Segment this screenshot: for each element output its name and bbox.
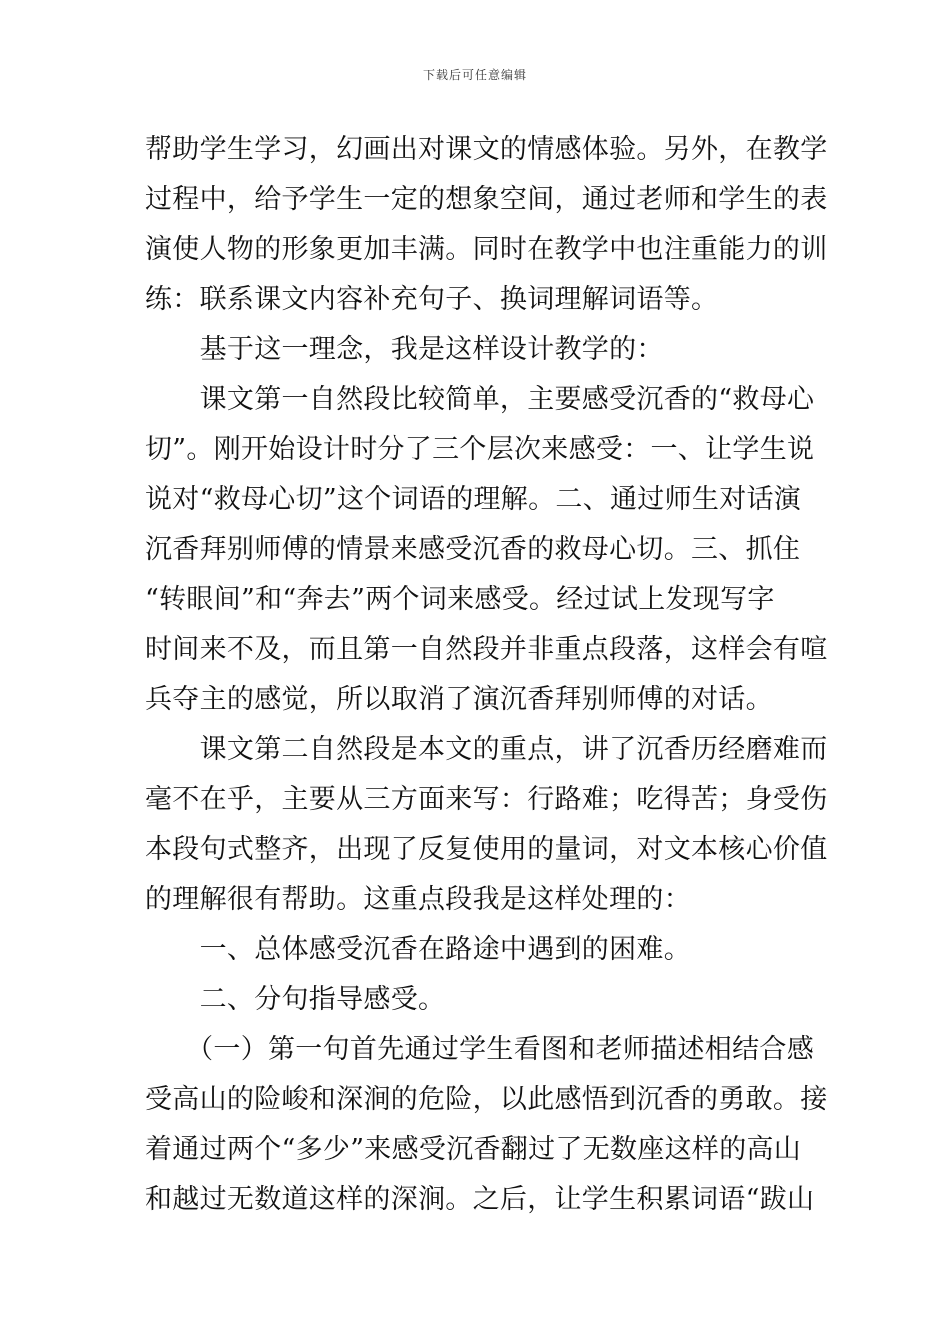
- text-line: 沉香拜别师傅的情景来感受沉香的救母心切。三、抓住: [145, 534, 801, 565]
- text-line: 帮助学生学习，幻画出对课文的情感体验。另外，在教学: [145, 134, 828, 165]
- text-line: 着通过两个“多少”来感受沉香翻过了无数座这样的高山: [145, 1134, 802, 1165]
- page-header-note: 下载后可任意编辑: [422, 68, 527, 82]
- text-line: （一）第一句首先通过学生看图和老师描述相结合感: [145, 1034, 814, 1065]
- text-line: 毫不在乎，主要从三方面来写：行路难；吃得苦；身受伤: [145, 784, 828, 815]
- text-line: 课文第二自然段是本文的重点，讲了沉香历经磨难而: [145, 734, 828, 765]
- text-line: “转眼间”和“奔去”两个词来感受。经过试上发现写字: [145, 584, 775, 615]
- text-line: 本段句式整齐，出现了反复使用的量词，对文本核心价值: [145, 834, 828, 865]
- text-line: 基于这一理念，我是这样设计教学的：: [145, 334, 664, 365]
- text-line: 课文第一自然段比较简单，主要感受沉香的“救母心: [145, 384, 815, 415]
- text-line: 和越过无数道这样的深涧。之后，让学生积累词语“跋山: [145, 1184, 815, 1215]
- text-line: 演使人物的形象更加丰满。同时在教学中也注重能力的训: [145, 234, 828, 265]
- text-line: 兵夺主的感觉，所以取消了演沉香拜别师傅的对话。: [145, 684, 773, 715]
- text-line: 切”。刚开始设计时分了三个层次来感受：一、让学生说: [145, 434, 815, 465]
- text-line: 过程中，给予学生一定的想象空间，通过老师和学生的表: [145, 184, 828, 215]
- text-line: 一、总体感受沉香在路途中遇到的困难。: [145, 934, 691, 965]
- text-line: 受高山的险峻和深涧的危险，以此感悟到沉香的勇敢。接: [145, 1084, 828, 1115]
- text-line: 的理解很有帮助。这重点段我是这样处理的：: [145, 884, 691, 915]
- text-line: 说对“救母心切”这个词语的理解。二、通过师生对话演: [145, 484, 802, 515]
- text-line: 时间来不及，而且第一自然段并非重点段落，这样会有喧: [145, 634, 828, 665]
- text-line: 二、分句指导感受。: [145, 984, 446, 1015]
- text-line: 练：联系课文内容补充句子、换词理解词语等。: [145, 284, 719, 315]
